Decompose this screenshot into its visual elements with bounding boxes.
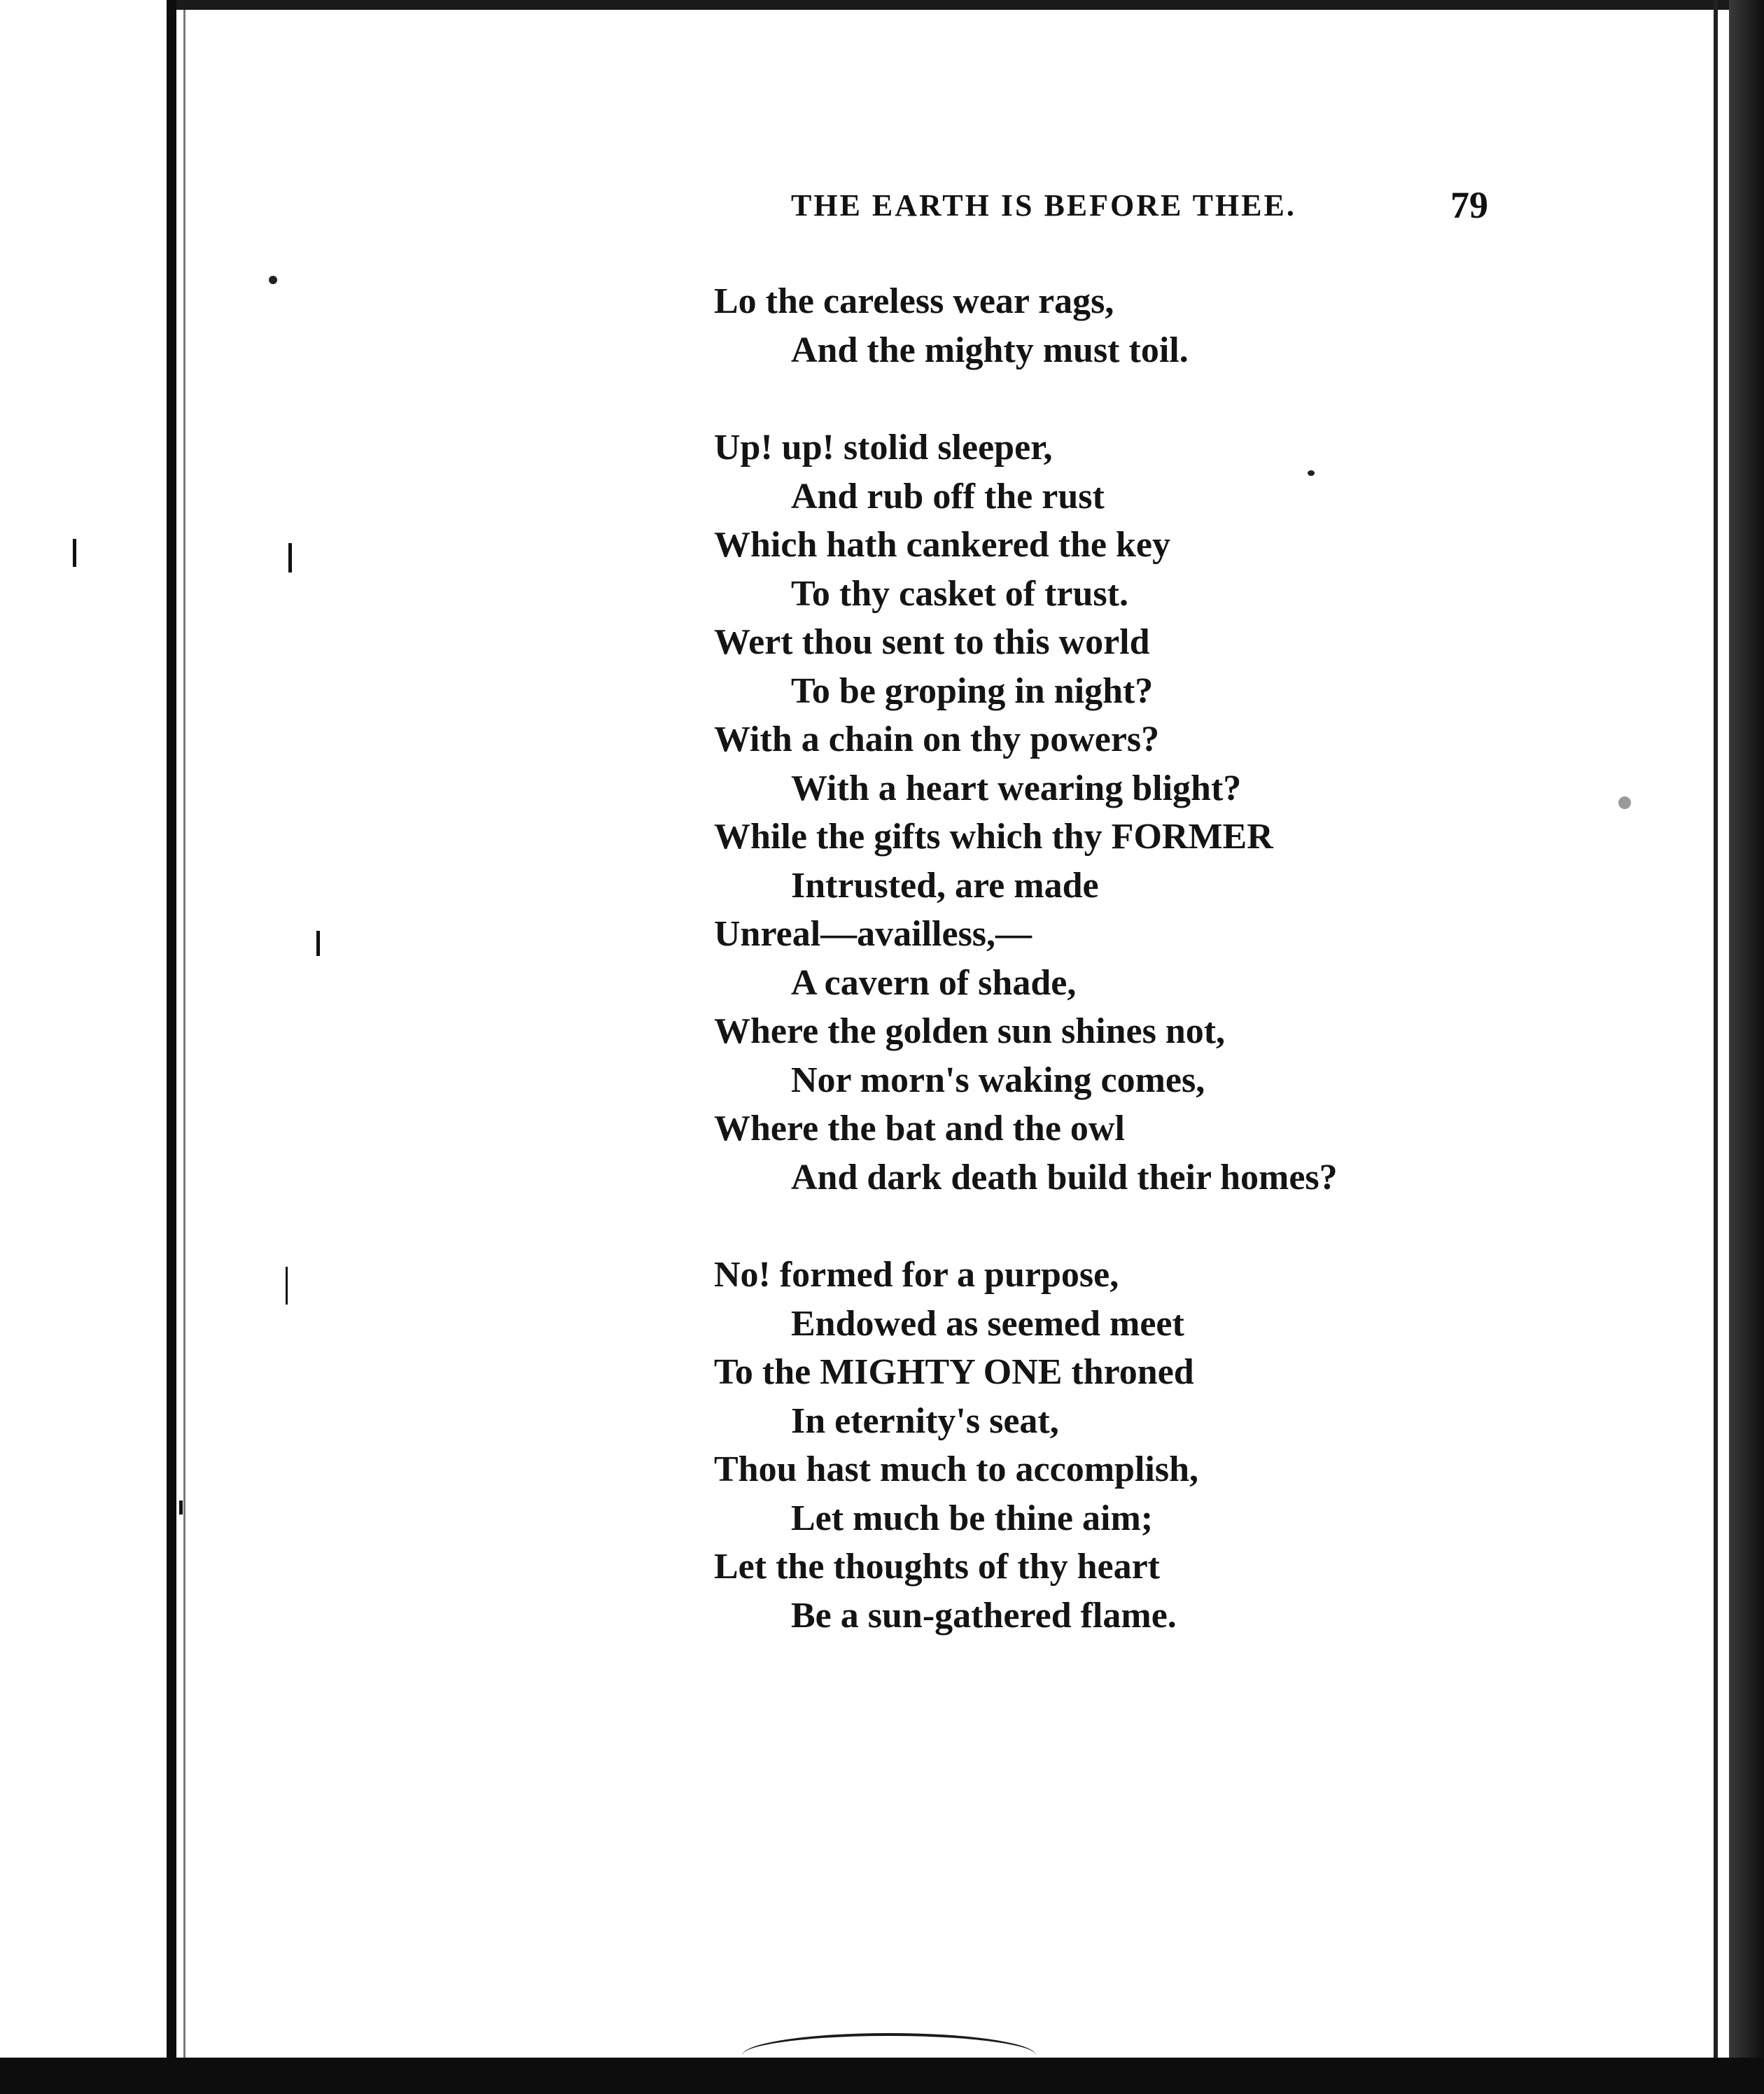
page-number: 79	[1450, 184, 1488, 226]
poem-line: And dark death build their homes?	[791, 1157, 1338, 1197]
stanza-2	[714, 423, 1554, 1202]
poem-line: Nor morn's waking comes,	[791, 1060, 1205, 1100]
poem-line: While the gifts which thy FORMER	[714, 817, 1273, 857]
top-page-edge	[176, 0, 1730, 10]
poem-line: To thy casket of trust.	[791, 573, 1128, 614]
poem-line: Thou hast much to accomplish,	[714, 1449, 1198, 1489]
poem-line: Up! up! stolid sleeper,	[714, 428, 1053, 468]
poem-line: Lo the careless wear rags,	[714, 281, 1114, 321]
poem-line: A cavern of shade,	[791, 962, 1077, 1003]
poem-line: To the MIGHTY ONE throned	[714, 1352, 1194, 1392]
poem-line: Be a sun-gathered flame.	[791, 1595, 1177, 1636]
poem-line: Wert thou sent to this world	[714, 622, 1150, 662]
facing-page-margin	[0, 0, 167, 2094]
scan-mark	[288, 543, 292, 572]
poem-line: In eternity's seat,	[791, 1400, 1059, 1441]
poem-line: No! formed for a purpose,	[714, 1255, 1119, 1295]
poem-line: With a heart wearing blight?	[791, 768, 1242, 808]
poem-line: Where the bat and the owl	[714, 1109, 1125, 1148]
scan-mark	[286, 1267, 288, 1305]
poem-body	[714, 277, 1554, 1640]
scan-mark	[73, 539, 76, 567]
poem-line: Unreal—availless,—	[714, 914, 1032, 954]
poem-line: Let much be thine aim;	[791, 1498, 1154, 1538]
right-page-edge	[1729, 0, 1764, 2094]
gutter-edge	[183, 0, 186, 2094]
stanza-1	[714, 277, 1554, 374]
poem-line: Where the golden sun shines not,	[714, 1011, 1226, 1051]
scan-speck	[269, 276, 277, 284]
poem-line: With a chain on thy powers?	[714, 719, 1160, 759]
scan-speck	[1618, 796, 1631, 809]
poem-line: To be groping in night?	[791, 670, 1154, 711]
scan-mark	[179, 1501, 183, 1515]
poem-line: Let the thoughts of thy heart	[714, 1547, 1160, 1587]
poem-line: Which hath cankered the key	[714, 525, 1170, 565]
page-curl-shadow	[742, 2033, 1036, 2078]
stanza-3	[714, 1251, 1554, 1640]
scan-mark	[316, 931, 320, 956]
right-page-edge-line	[1714, 0, 1718, 2094]
poem-line: Intrusted, are made	[791, 865, 1099, 906]
poem-line: And rub off the rust	[791, 476, 1105, 517]
poem-line: Endowed as seemed meet	[791, 1303, 1184, 1344]
gutter-shadow	[167, 0, 176, 2094]
running-head: THE EARTH IS BEFORE THEE.	[791, 188, 1296, 223]
poem-line: And the mighty must toil.	[791, 330, 1189, 370]
